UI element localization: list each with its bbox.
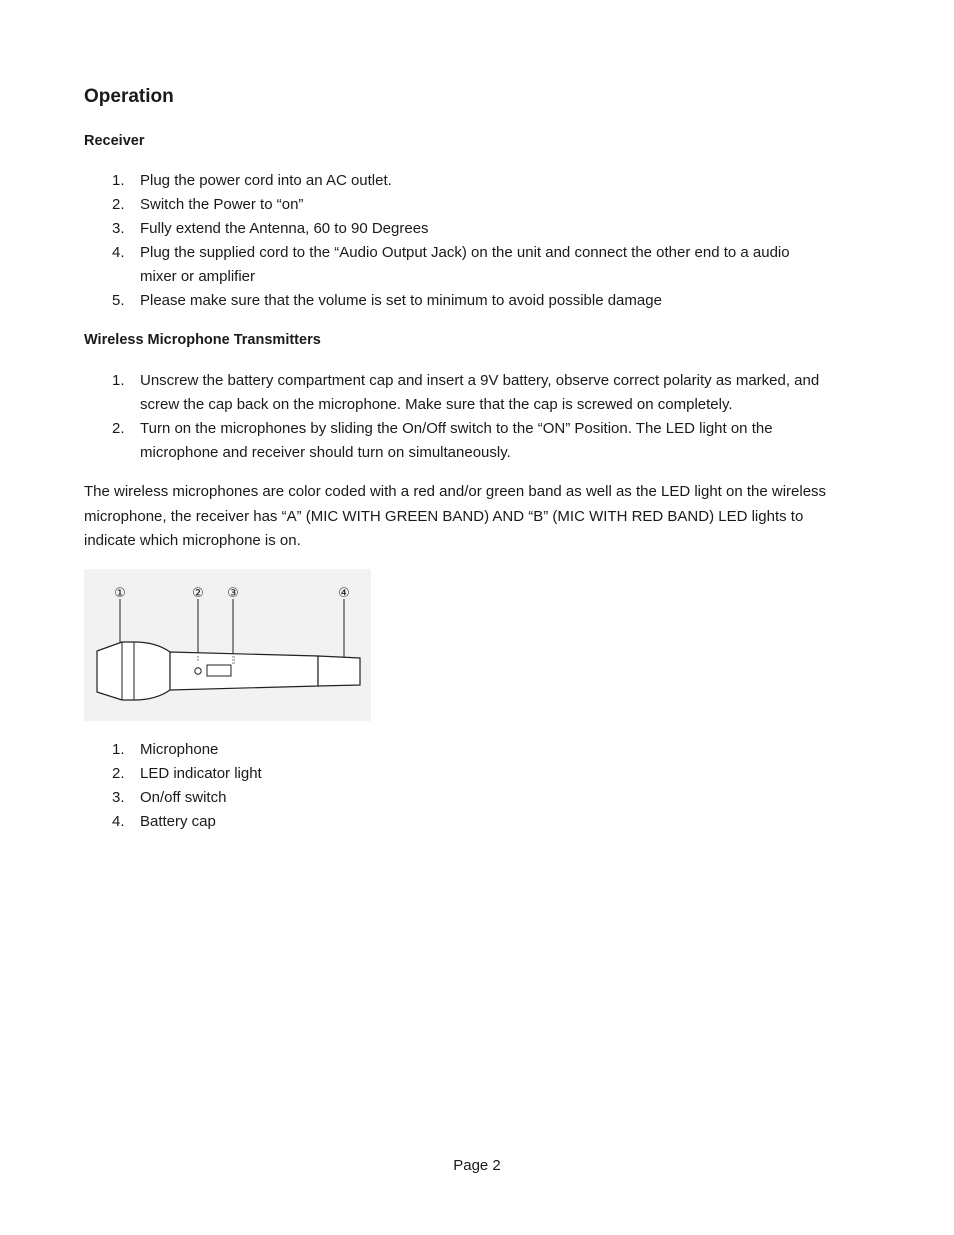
list-text: Battery cap <box>140 813 216 830</box>
microphone-handle <box>170 652 318 690</box>
list-text: Switch the Power to “on” <box>140 196 304 213</box>
list-text: LED indicator light <box>140 765 262 782</box>
transmitters-heading: Wireless Microphone Transmitters <box>84 332 321 348</box>
list-text-line: Turn on the microphones by sliding the On/Off switch to the “ON” Position. The LED light on the <box>140 420 773 437</box>
microphone-illustration <box>84 569 371 721</box>
list-item <box>84 738 874 762</box>
callout-number: ② <box>192 586 204 601</box>
callout-number: ③ <box>227 586 239 601</box>
list-item <box>84 241 874 289</box>
battery-cap <box>318 656 360 686</box>
list-text: Please make sure that the volume is set to minimum to avoid possible damage <box>140 292 662 309</box>
list-item <box>84 762 874 786</box>
list-number: 1. <box>112 372 125 389</box>
receiver-heading: Receiver <box>84 133 145 149</box>
list-item <box>84 369 874 417</box>
receiver-steps <box>84 169 874 313</box>
paragraph-line: microphone, the receiver has “A” (MIC WITH GREEN BAND) AND “B” (MIC WITH RED BAND) LED lights to <box>84 507 804 525</box>
list-item <box>84 417 874 465</box>
paragraph-line: indicate which microphone is on. <box>84 532 301 549</box>
list-item <box>84 217 874 241</box>
list-text-line: Plug the supplied cord to the “Audio Output Jack) on the unit and connect the other end to a audio <box>140 244 790 261</box>
list-item <box>84 193 874 217</box>
list-item <box>84 786 874 810</box>
list-number: 4. <box>112 244 125 261</box>
page-number: Page 2 <box>453 1157 501 1174</box>
callout-number: ④ <box>338 586 350 601</box>
list-number: 4. <box>112 813 125 830</box>
list-item <box>84 169 874 193</box>
list-text-line: screw the cap back on the microphone. Make sure that the cap is screwed on completely. <box>140 396 733 413</box>
paragraph-line: The wireless microphones are color coded with a red and/or green band as well as the LED light on the wireless <box>84 483 827 500</box>
list-item <box>84 289 874 313</box>
microphone-diagram <box>84 569 371 721</box>
list-number: 1. <box>112 172 125 189</box>
on-off-switch <box>207 665 231 676</box>
list-number: 3. <box>112 220 125 237</box>
list-text: On/off switch <box>140 789 227 806</box>
list-text: Microphone <box>140 741 219 758</box>
list-text: Fully extend the Antenna, 60 to 90 Degrees <box>140 220 429 237</box>
transmitter-steps <box>84 369 874 465</box>
section-title: Operation <box>84 86 174 107</box>
list-number: 5. <box>112 292 125 309</box>
list-text: Plug the power cord into an AC outlet. <box>140 172 392 189</box>
callout-number: ① <box>114 586 126 601</box>
led-indicator-light <box>195 668 201 674</box>
list-text-line: Unscrew the battery compartment cap and insert a 9V battery, observe correct polarity as marked, and <box>140 372 820 389</box>
list-number: 2. <box>112 420 125 437</box>
parts-list <box>84 738 874 834</box>
list-text-line: microphone and receiver should turn on simultaneously. <box>140 444 511 461</box>
list-text-line: mixer or amplifier <box>140 268 256 285</box>
list-number: 2. <box>112 765 125 782</box>
list-number: 1. <box>112 741 125 758</box>
list-item <box>84 810 874 834</box>
list-number: 3. <box>112 789 125 806</box>
list-number: 2. <box>112 196 125 213</box>
color-coding-paragraph <box>84 480 874 554</box>
